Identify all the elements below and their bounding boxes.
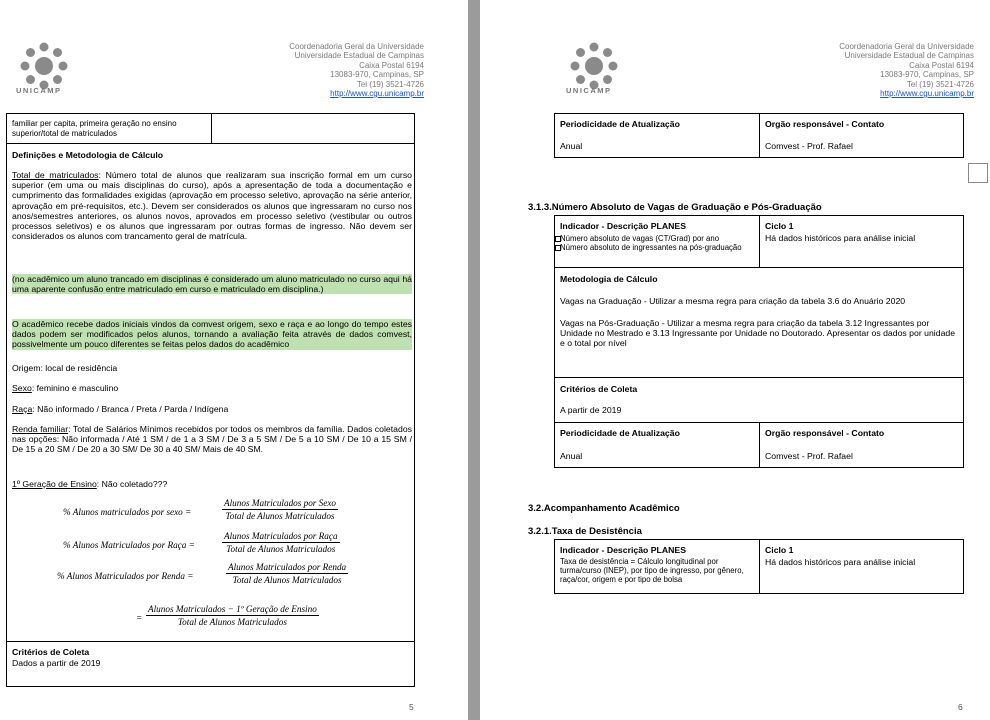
section-3-2-title: 3.2.Acompanhamento Acadêmico — [528, 503, 680, 514]
t1-orgao-header: Orgão responsável - Contato — [765, 119, 885, 129]
formula-raca-fraction: Alunos Matriculados por Raça Total de Alunos Matriculados — [224, 531, 338, 554]
top-row-text: familiar per capita, primeira geração no ensino superior/total de matriculados — [12, 119, 177, 138]
t2-orgao-value: Comvest - Prof. Rafael — [765, 451, 853, 461]
t2-metodologia-header: Metodologia de Cálculo — [560, 274, 658, 284]
cgu-link[interactable]: http://www.cgu.unicamp.br — [330, 89, 424, 99]
t2-periodicidade-header: Periodicidade de Atualização — [560, 428, 680, 438]
formula-raca-lhs: % Alunos Matriculados por Raça = — [63, 540, 195, 550]
institution-address: Coordenadoria Geral da Universidade Universidade Estadual de Campinas Caixa Postal 6194 13083-970, Campinas, SP Tel (19) 3521-4726 http://www.cgu.unicamp.br — [839, 42, 974, 99]
logo-text: UNICAMP — [566, 86, 612, 95]
t1-periodicidade-value: Anual — [560, 141, 583, 151]
criterios-title: Critérios de Coleta — [12, 647, 90, 657]
geracao-text: 1º Geração de Ensino: Não coletado??? — [12, 479, 168, 489]
t3-indicador-value: Taxa de desistência = Cálculo longitudinal por turma/curso (INEP), por tipo de ingresso, por gênero, raça/cor, origem e por tipo de bolsa — [560, 557, 744, 584]
formula-geracao-lhs: = — [136, 613, 143, 623]
section-3-1-3-title: 3.1.3.Número Absoluto de Vagas de Graduação e Pós-Graduação — [528, 202, 822, 213]
t2-metodologia-p1: Vagas na Graduação - Utilizar a mesma regra para criação da tabela 3.6 do Anuário 2020 — [560, 296, 906, 306]
cgu-link[interactable]: http://www.cgu.unicamp.br — [880, 89, 974, 99]
t2-criterios-header: Critérios de Coleta — [560, 384, 638, 394]
origem-text: Origem: local de residência — [12, 363, 118, 373]
t2-metodologia-p2: Vagas na Pós-Graduação - Utilizar a mesma regra para criação da tabela 3.12 Ingressantes por Unidade no Mestrado e 3.13 Ingressante por Unidade no Doutorado. Apresentar os dados por unidade e o total por nível — [560, 318, 956, 349]
t1-orgao-value: Comvest - Prof. Rafael — [765, 141, 853, 151]
t2-indicador-line-1: Número absoluto de vagas (CT/Grad) por ano — [560, 234, 720, 243]
document-page-5 — [0, 0, 468, 720]
t3-ciclo-header: Ciclo 1 — [765, 545, 794, 555]
t2-ciclo-header: Ciclo 1 — [765, 221, 794, 231]
t2-indicador-header: Indicador - Descrição PLANES — [560, 221, 687, 231]
formula-geracao-fraction: Alunos Matriculados − 1º Geração de Ensino Total de Alunos Matriculados — [148, 604, 317, 627]
definition-paragraph: Total de matriculados: Número total de alunos que realizaram sua inscrição formal em um curso superior (em uma ou mais disciplinas do curso), após a apresentação de toda a documentação e cumprimento das formalidades exigidas (aprovação em processo seletivo, aprovação na série anterior, aprovação em pré-requisitos, etc.). Devem ser considerados os alunos que ingressaram no curso nos anos/semestres anteriores, os alunos novos, aprovados em processo seletivo (vestibular ou outros processos seletivos) e os alunos que ingressaram por outras formas de ingresso. Não devem ser considerados os alunos com trancamento geral de matrícula. — [12, 170, 412, 242]
institution-address: Coordenadoria Geral da Universidade Universidade Estadual de Campinas Caixa Postal 6194 13083-970, Campinas, SP Tel (19) 3521-4726 http://www.cgu.unicamp.br — [289, 42, 424, 99]
page-number: 5 — [409, 702, 414, 712]
t3-indicador-header: Indicador - Descrição PLANES — [560, 545, 687, 555]
t1-periodicidade-header: Periodicidade de Atualização — [560, 119, 680, 129]
criterios-text: Dados a partir de 2019 — [12, 658, 101, 668]
page-number: 6 — [958, 702, 963, 712]
logo-text: UNICAMP — [16, 86, 62, 95]
t2-criterios-value: A partir de 2019 — [560, 405, 622, 415]
highlight-note-1: (no acadêmico um aluno trancado em disciplinas é considerado um aluno matriculado no curso aqui há uma aparente confusão entre matriculado em curso e matriculado em disciplina.) — [12, 274, 412, 295]
sexo-text: Sexo: feminino e masculino — [12, 383, 119, 393]
t2-indicador-line-2: Número absoluto de ingressantes na pós-graduação — [560, 243, 742, 252]
margin-square-icon — [968, 163, 988, 183]
highlight-note-2: O acadêmico recebe dados iniciais vindos da comvest origem, sexo e raça e ao longo do tempo estes dados podem ser modificados pelos alunos, tornando a avaliação feita através de dados comvest, possivelmente um pouco diferentes se feitas pelos dados do acadêmico — [12, 319, 412, 350]
document-page-6 — [480, 0, 990, 720]
t3-ciclo-value: Há dados históricos para análise inicial — [765, 557, 916, 567]
t2-ciclo-value: Há dados históricos para análise inicial — [765, 233, 916, 243]
t2-orgao-header: Orgão responsável - Contato — [765, 428, 885, 438]
formula-renda-fraction: Alunos Matriculados por Renda Total de Alunos Matriculados — [228, 562, 347, 585]
definitions-title: Definições e Metodologia de Cálculo — [12, 150, 164, 160]
formula-sexo-lhs: % Alunos matriculados por sexo = — [63, 507, 192, 517]
section-3-2-1-title: 3.2.1.Taxa de Desistência — [528, 526, 642, 537]
raca-text: Raça: Não informado / Branca / Preta / Parda / Indígena — [12, 404, 229, 414]
t2-periodicidade-value: Anual — [560, 451, 583, 461]
formula-renda-lhs: % Alunos Matriculados por Renda = — [57, 571, 194, 581]
renda-text: Renda familiar: Total de Salários Mínimos recebidos por todos os membros da família. Dados coletados nas opções: Não informada / Até 1 SM / de 1 a 3 SM / De 3 a 5 SM / De 5 a 10 SM / De 10 a 15 SM / De 15 a 20 SM / De 20 a 30 SM/ De 30 a 40 SM/ Mais de 40 SM. — [12, 424, 412, 455]
formula-sexo-fraction: Alunos Matriculados por Sexo Total de Alunos Matriculados — [224, 498, 337, 521]
